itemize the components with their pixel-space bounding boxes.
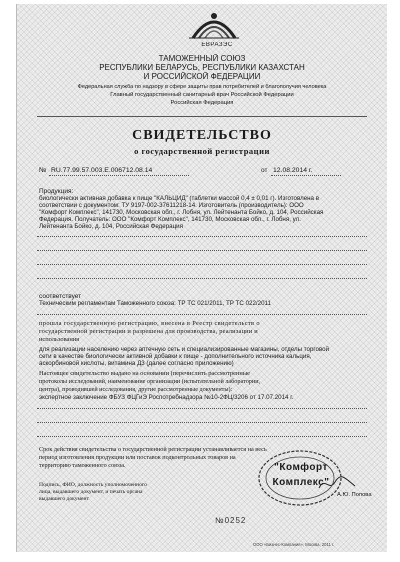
usage-line: сети в качестве биологически активной добавки к пище - дополнительного источника кальция,: [39, 353, 312, 360]
validity-line: территорию таможенного союза.: [39, 462, 126, 469]
product-line: биологически активная добавка к пище "КАЛЬЦИД" (таблетки массой 0,4 ± 0,01 г). Изготовлена в: [39, 195, 320, 202]
date-underline: [271, 175, 341, 176]
validity-line: период изготовления продукции или поставок подконтрольных товаров на: [39, 454, 236, 461]
eurasec-emblem-icon: [185, 4, 243, 46]
certificate-subtitle: о государственной регистрации: [134, 146, 270, 156]
basis-line: центра), проводившей исследования, другие рассмотренные документы):: [39, 386, 233, 393]
expert-conclusion: экспертное заключение ФБУЗ ФЦГиЭ Роспотребнадзора №10-2ФЦ/3206 от 17.07.2014 г.: [39, 394, 294, 401]
product-line: соответствии с документом: ТУ 9197-002-37611218-14. Изготовитель (производитель): ООО: [39, 202, 304, 209]
basis-line: протоколы исследований, наименование организации (испытательной лаборатории,: [39, 378, 261, 385]
compliance-text: Техническим регламентам Таможенного союза: ТР ТС 021/2011, ТР ТС 022/2011: [39, 300, 271, 307]
agency-name: Федеральная служба по надзору в сфере защиты прав потребителей и благополучия человека: [77, 84, 327, 90]
union-countries: РЕСПУБЛИКИ БЕЛАРУСЬ, РЕСПУБЛИКИ КАЗАХСТАН: [99, 63, 305, 72]
signatory-name: А.Ю. Попова: [337, 492, 372, 498]
usage-line: аскорбиновой кислоты, витамина Д3 (далее согласно приложению): [39, 360, 234, 367]
signature-caption-line: Подпись, ФИО, должность уполномоченного: [39, 482, 147, 488]
logo-caption: ЕВРАЗЭС: [201, 42, 233, 48]
stamp-text-line1: "Комфорт: [274, 462, 328, 473]
procedure-line: использования: [39, 336, 80, 343]
registration-number-prefix: №: [39, 167, 47, 174]
product-divider: [37, 264, 367, 265]
union-title: ТАМОЖЕННЫЙ СОЮЗ: [158, 54, 246, 63]
procedure-line: государственной регистрации и разрешена для производства, реализации и: [39, 328, 258, 335]
basis-divider: [37, 408, 367, 409]
certificate-title: СВИДЕТЕЛЬСТВО: [132, 128, 272, 143]
product-line: Лейтенанта Бойко, д. 104, Российская Федерация: [39, 223, 183, 230]
stamp-text-line2: Комплекс": [272, 477, 330, 488]
basis-line: Настоящее свидетельство выдано на основании (перечислить рассмотренные: [39, 370, 250, 377]
number-underline: [49, 175, 189, 176]
product-line: Федерация. Получатель: ООО "Комфорт Комплекс", 141730, Московская обл., г. Лобня, ул.: [39, 216, 301, 223]
basis-divider: [37, 436, 367, 437]
signature-caption-line: выдавшего документ: [39, 496, 89, 502]
certificate-sheet: [16, 4, 387, 552]
printer-footer: ООО «Бизнес-Компания», Москва, 2011 г.: [253, 542, 335, 547]
compliance-label: соответствует: [39, 293, 82, 300]
usage-line: для реализации населению через аптечную сеть и специализированные магазины, отделы торговой: [39, 346, 330, 353]
agency-country: Российская Федерация: [170, 100, 234, 106]
product-divider: [37, 236, 367, 237]
registration-date-prefix: от: [261, 167, 268, 174]
union-russia: И РОССИЙСКОЙ ФЕДЕРАЦИИ: [143, 72, 261, 81]
product-divider: [37, 250, 367, 251]
product-line: "Комфорт Комплекс", 141730, Московская обл., г. Лобня, ул. Лейтенанта Бойко, д. 104, Российская: [39, 209, 324, 216]
signature-caption-line: лица, выдавшего документ, и печать органа: [39, 489, 143, 495]
basis-divider: [37, 422, 367, 423]
product-label: Продукция:: [39, 188, 74, 195]
header-divider: [37, 116, 367, 117]
compliance-divider: [37, 314, 367, 315]
registration-number: RU.77.99.57.003.Е.006712.08.14: [51, 167, 153, 174]
procedure-line: прошла государственную регистрацию, внесена в Реестр свидетельств о: [39, 320, 260, 327]
form-number: №0252: [215, 516, 247, 525]
registration-date: 12.08.2014 г.: [273, 167, 313, 174]
product-divider: [37, 278, 367, 279]
agency-officer: Главный государственный санитарный врач Российской Федерации: [110, 92, 294, 98]
validity-line: Срок действия свидетельства о государственной регистрации устанавливается на весь: [39, 446, 267, 453]
